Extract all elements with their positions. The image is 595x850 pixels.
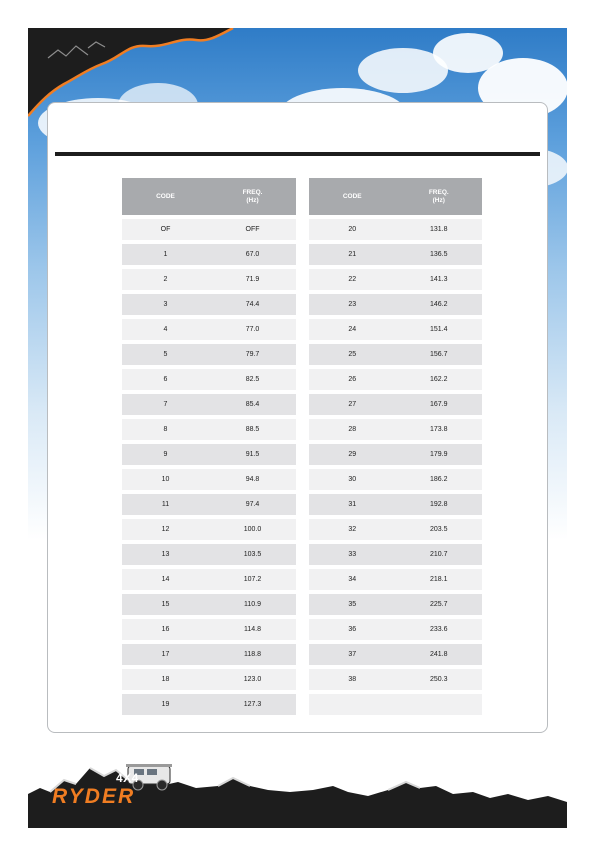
table-row [122,369,296,390]
code-cell: 8 [122,419,209,440]
code-cell: 16 [122,619,209,640]
table-row [122,644,296,665]
table-row [122,244,296,265]
ctcss-table-left [122,174,296,719]
code-cell: 5 [122,344,209,365]
frequency-cell: 88.5 [209,419,296,440]
empty-cell [396,694,483,715]
code-cell: 4 [122,319,209,340]
table-body-right [309,219,482,715]
code-cell: 2 [122,269,209,290]
code-cell: 23 [309,294,396,315]
frequency-cell: 151.4 [396,319,483,340]
column-header-code: CODE [309,178,396,215]
table-row [122,319,296,340]
table-row [309,294,482,315]
frequency-cell: 218.1 [396,569,483,590]
frequency-cell: 131.8 [396,219,483,240]
frequency-cell: 210.7 [396,544,483,565]
table-row [309,544,482,565]
code-cell: 7 [122,394,209,415]
table-header-row [122,178,296,215]
code-cell: 37 [309,644,396,665]
code-cell: 24 [309,319,396,340]
empty-table-row [309,694,482,715]
logo-brand-name: RYDER [52,785,136,808]
table-row [309,244,482,265]
table-row [122,544,296,565]
column-header-freq [396,178,483,215]
frequency-cell: 94.8 [209,469,296,490]
logo-4x4-text: 4X4 [116,771,139,785]
code-cell: 3 [122,294,209,315]
code-cell: 32 [309,519,396,540]
table-row [309,494,482,515]
code-cell: 38 [309,669,396,690]
table-row [309,669,482,690]
frequency-cell: 241.8 [396,644,483,665]
frequency-cell: 141.3 [396,269,483,290]
table-row [122,569,296,590]
code-cell: 26 [309,369,396,390]
frequency-cell: 127.3 [209,694,296,715]
table-row [122,419,296,440]
code-cell: 13 [122,544,209,565]
code-cell: 28 [309,419,396,440]
frequency-cell: 74.4 [209,294,296,315]
frequency-cell: 114.8 [209,619,296,640]
code-cell: 18 [122,669,209,690]
table-row [122,519,296,540]
code-cell: 12 [122,519,209,540]
table-row [122,219,296,240]
table-header-row [309,178,482,215]
frequency-cell: OFF [209,219,296,240]
frequency-cell: 162.2 [396,369,483,390]
code-cell: 35 [309,594,396,615]
ctcss-table-right [309,174,482,719]
frequency-cell: 71.9 [209,269,296,290]
table-row [309,619,482,640]
code-cell: 29 [309,444,396,465]
frequency-cell: 82.5 [209,369,296,390]
code-cell: 36 [309,619,396,640]
code-cell: 33 [309,544,396,565]
frequency-cell: 123.0 [209,669,296,690]
ryder-logo [52,771,152,811]
table-row [309,219,482,240]
frequency-cell: 167.9 [396,394,483,415]
code-cell: 17 [122,644,209,665]
column-header-freq [209,178,296,215]
frequency-cell: 79.7 [209,344,296,365]
frequency-cell: 192.8 [396,494,483,515]
code-cell: 22 [309,269,396,290]
frequency-cell: 250.3 [396,669,483,690]
code-cell: 21 [309,244,396,265]
frequency-cell: 136.5 [396,244,483,265]
code-cell: 20 [309,219,396,240]
table-row [309,569,482,590]
frequency-cell: 91.5 [209,444,296,465]
table-row [122,269,296,290]
column-header-code: CODE [122,178,209,215]
frequency-cell: 100.0 [209,519,296,540]
frequency-cell: 77.0 [209,319,296,340]
table-row [309,644,482,665]
frequency-cell: 97.4 [209,494,296,515]
frequency-cell: 67.0 [209,244,296,265]
table-row [122,394,296,415]
frequency-cell: 225.7 [396,594,483,615]
frequency-cell: 110.9 [209,594,296,615]
code-cell: 19 [122,694,209,715]
code-cell: 27 [309,394,396,415]
table-row [122,494,296,515]
header-freq-label: FREQ. [242,188,263,196]
frequency-cell: 179.9 [396,444,483,465]
frequency-cell: 156.7 [396,344,483,365]
table-row [309,469,482,490]
header-unit-label: (Hz) [246,196,259,204]
table-row [309,369,482,390]
code-cell: 31 [309,494,396,515]
code-cell: OF [122,219,209,240]
frequency-cell: 173.8 [396,419,483,440]
section-divider [55,152,540,156]
code-cell: 30 [309,469,396,490]
code-cell: 11 [122,494,209,515]
frequency-cell: 118.8 [209,644,296,665]
table-row [309,594,482,615]
table-row [122,444,296,465]
table-row [309,319,482,340]
empty-cell [309,694,396,715]
code-cell: 9 [122,444,209,465]
code-cell: 25 [309,344,396,365]
table-row [122,469,296,490]
code-cell: 15 [122,594,209,615]
table-row [309,269,482,290]
frequency-cell: 146.2 [396,294,483,315]
frequency-cell: 85.4 [209,394,296,415]
frequency-cell: 103.5 [209,544,296,565]
table-row [122,344,296,365]
table-row [309,444,482,465]
table-row [122,619,296,640]
header-unit-label: (Hz) [432,196,445,204]
code-cell: 10 [122,469,209,490]
table-row [122,694,296,715]
table-row [122,294,296,315]
code-cell: 34 [309,569,396,590]
frequency-cell: 107.2 [209,569,296,590]
code-cell: 14 [122,569,209,590]
frequency-cell: 203.5 [396,519,483,540]
table-row [122,669,296,690]
table-row [309,344,482,365]
code-cell: 6 [122,369,209,390]
frequency-cell: 233.6 [396,619,483,640]
table-body-left [122,219,296,715]
table-row [122,594,296,615]
code-cell: 1 [122,244,209,265]
table-row [309,519,482,540]
frequency-cell: 186.2 [396,469,483,490]
table-row [309,419,482,440]
table-row [309,394,482,415]
header-freq-label: FREQ. [428,188,449,196]
